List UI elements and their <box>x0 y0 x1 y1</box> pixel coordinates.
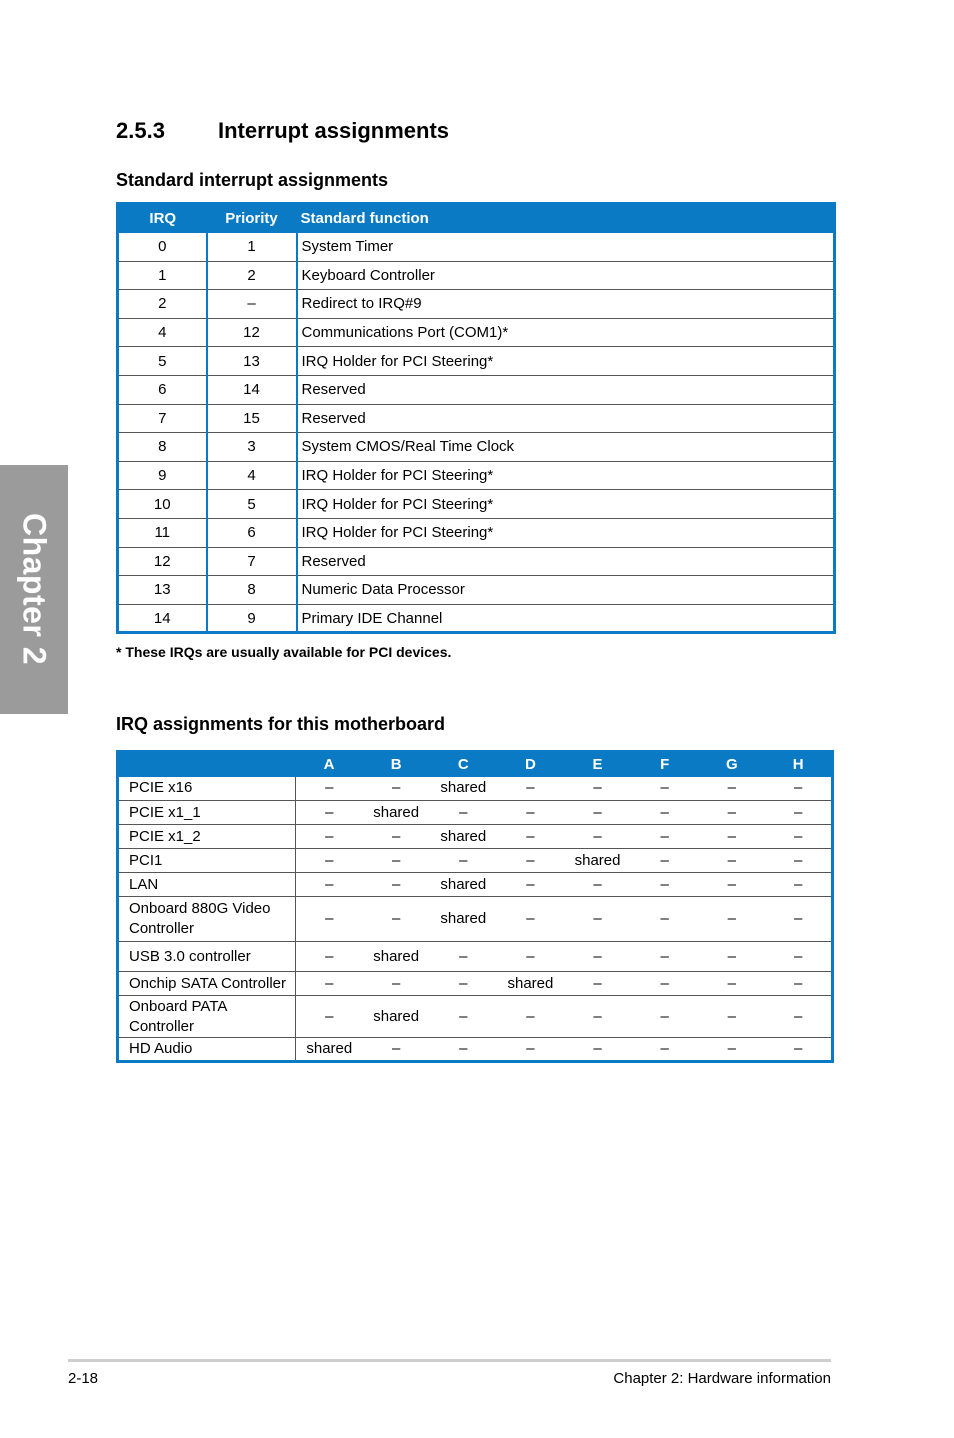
irq-line-cell: shared <box>306 1040 353 1057</box>
irq-line-cell: – <box>296 972 363 996</box>
irq-line-cell: – <box>631 825 698 849</box>
irq-cell: 8 <box>118 433 207 462</box>
irq-line-cell: – <box>497 942 564 972</box>
device-cell: PCIE x16 <box>118 777 296 801</box>
function-cell: Communications Port (COM1)* <box>297 318 835 347</box>
priority-cell: 6 <box>207 518 297 547</box>
irq-line-cell: – <box>430 972 497 996</box>
irq-line-cell: – <box>631 849 698 873</box>
irq-line-cell: – <box>698 897 765 942</box>
irq-line-cell: – <box>363 849 430 873</box>
irq-cell: 4 <box>118 318 207 347</box>
irq-line-cell: – <box>564 777 631 801</box>
irq-cell: 6 <box>118 375 207 404</box>
irq-line-cell: – <box>765 777 832 801</box>
irq-line-cell: – <box>564 873 631 897</box>
section-title: Interrupt assignments <box>218 118 450 143</box>
function-cell: Reserved <box>297 404 835 433</box>
irq-cell: 12 <box>118 547 207 576</box>
function-cell: System Timer <box>297 233 835 262</box>
device-cell: PCIE x1_1 <box>118 801 296 825</box>
irq-line-cell: – <box>363 897 430 942</box>
irq-line-cell: – <box>631 777 698 801</box>
irq-line-cell: – <box>660 1040 669 1057</box>
irq-line-cell: – <box>497 801 564 825</box>
irq-line-cell: shared <box>363 996 430 1038</box>
footer-chapter-title: Chapter 2: Hardware information <box>613 1370 831 1387</box>
table-row <box>118 873 833 897</box>
function-cell: Primary IDE Channel <box>297 604 835 633</box>
irq-line-cell: – <box>794 1040 803 1057</box>
table-row <box>118 433 835 462</box>
column-header-c: C <box>430 752 497 777</box>
chapter-side-tab <box>0 465 68 714</box>
irq-line-cell: – <box>497 849 564 873</box>
standard-heading: Standard interrupt assignments <box>116 170 389 190</box>
section-heading <box>116 118 449 144</box>
priority-cell: 4 <box>207 461 297 490</box>
function-cell: Numeric Data Processor <box>297 576 835 605</box>
irq-line-cell: shared <box>430 777 497 801</box>
irq-line-cell: – <box>765 942 832 972</box>
table-row <box>118 1038 833 1062</box>
table-row <box>118 375 835 404</box>
irq-cell: 11 <box>118 518 207 547</box>
irq-line-cell: – <box>631 996 698 1038</box>
irq-line-cell: – <box>296 873 363 897</box>
irq-line-cell: – <box>631 972 698 996</box>
device-cell: Onboard PATA Controller <box>118 996 296 1038</box>
motherboard-irq-table <box>116 750 834 1063</box>
priority-cell: 1 <box>207 233 297 262</box>
irq-line-cell: – <box>430 942 497 972</box>
footer-rule <box>68 1359 831 1362</box>
function-cell: IRQ Holder for PCI Steering* <box>297 461 835 490</box>
column-header-g: G <box>698 752 765 777</box>
irq-line-cell: – <box>765 972 832 996</box>
device-cell: Onchip SATA Controller <box>118 972 296 996</box>
irq-line-cell: – <box>564 942 631 972</box>
irq-cell: 0 <box>118 233 207 262</box>
column-header-e: E <box>564 752 631 777</box>
function-cell: IRQ Holder for PCI Steering* <box>297 347 835 376</box>
column-header-a: A <box>296 752 363 777</box>
irq-line-cell: – <box>363 972 430 996</box>
table-row <box>118 897 833 942</box>
irq-cell: 9 <box>118 461 207 490</box>
table-header-row <box>118 204 835 233</box>
irq-line-cell: – <box>564 972 631 996</box>
device-cell: Onboard 880G Video Controller <box>118 897 296 942</box>
irq-line-cell: – <box>765 873 832 897</box>
irq-line-cell: – <box>698 825 765 849</box>
priority-cell: 2 <box>207 261 297 290</box>
irq-line-cell: – <box>564 996 631 1038</box>
device-cell: USB 3.0 controller <box>118 942 296 972</box>
table-row <box>118 849 833 873</box>
irq-line-cell: shared <box>430 873 497 897</box>
table-row <box>118 825 833 849</box>
table-row <box>118 233 835 262</box>
priority-cell: 15 <box>207 404 297 433</box>
irq-line-cell: – <box>698 942 765 972</box>
irq-line-cell: – <box>296 825 363 849</box>
irq-line-cell: – <box>727 1040 736 1057</box>
irq-cell: 2 <box>118 290 207 319</box>
irq-line-cell: – <box>497 825 564 849</box>
table-header-row <box>118 752 833 777</box>
irq-line-cell: – <box>765 897 832 942</box>
priority-cell: 9 <box>207 604 297 633</box>
column-header-device <box>118 752 296 777</box>
irq-line-cell: – <box>698 972 765 996</box>
irq-cell: 14 <box>153 609 171 627</box>
irq-line-cell: – <box>564 825 631 849</box>
table-row <box>118 576 835 605</box>
table-row <box>118 604 835 633</box>
motherboard-heading: IRQ assignments for this motherboard <box>116 714 446 734</box>
table-row <box>118 490 835 519</box>
irq-line-cell: – <box>497 873 564 897</box>
priority-cell: 14 <box>207 375 297 404</box>
priority-cell: 8 <box>207 576 297 605</box>
table-row <box>118 547 835 576</box>
irq-line-cell: – <box>497 996 564 1038</box>
column-header-h: H <box>765 752 832 777</box>
table-row <box>118 801 833 825</box>
irq-line-cell: – <box>430 801 497 825</box>
function-cell: Redirect to IRQ#9 <box>297 290 835 319</box>
irq-line-cell: – <box>593 1040 602 1057</box>
column-header-irq: IRQ <box>118 204 207 233</box>
irq-line-cell: – <box>296 777 363 801</box>
irq-line-cell: – <box>765 825 832 849</box>
table-row <box>118 777 833 801</box>
function-cell: IRQ Holder for PCI Steering* <box>297 490 835 519</box>
irq-line-cell: – <box>698 873 765 897</box>
irq-line-cell: – <box>698 996 765 1038</box>
irq-line-cell: – <box>459 1040 468 1057</box>
irq-line-cell: shared <box>363 801 430 825</box>
irq-line-cell: shared <box>363 942 430 972</box>
irq-line-cell: shared <box>430 897 497 942</box>
irq-line-cell: – <box>698 777 765 801</box>
irq-cell: 13 <box>118 576 207 605</box>
function-cell: IRQ Holder for PCI Steering* <box>297 518 835 547</box>
irq-cell: 5 <box>118 347 207 376</box>
irq-line-cell: – <box>363 873 430 897</box>
table-row <box>118 942 833 972</box>
function-cell: Reserved <box>297 547 835 576</box>
chapter-tab-label: Chapter 2 <box>16 512 53 666</box>
table-row <box>118 518 835 547</box>
irq-cell: 7 <box>118 404 207 433</box>
column-header-d: D <box>497 752 564 777</box>
priority-cell: 7 <box>207 547 297 576</box>
device-cell: LAN <box>118 873 296 897</box>
table-row <box>118 290 835 319</box>
section-number: 2.5.3 <box>116 118 165 143</box>
standard-interrupt-table <box>116 202 836 634</box>
priority-cell: 12 <box>207 318 297 347</box>
device-cell: HD Audio <box>118 1038 296 1062</box>
column-header-f: F <box>631 752 698 777</box>
irq-line-cell: – <box>631 873 698 897</box>
irq-line-cell: – <box>564 801 631 825</box>
column-header-priority: Priority <box>207 204 297 233</box>
device-cell: PCIE x1_2 <box>118 825 296 849</box>
irq-cell: 1 <box>118 261 207 290</box>
table-row <box>118 996 833 1038</box>
irq-line-cell: – <box>698 801 765 825</box>
column-header-b: B <box>363 752 430 777</box>
irq-line-cell: – <box>765 801 832 825</box>
irq-line-cell: – <box>631 897 698 942</box>
column-header-function: Standard function <box>297 204 835 233</box>
irq-line-cell: – <box>430 849 497 873</box>
irq-line-cell: – <box>392 1040 401 1057</box>
table-row <box>118 972 833 996</box>
priority-cell: 3 <box>207 433 297 462</box>
irq-line-cell: – <box>526 1040 535 1057</box>
irq-line-cell: – <box>363 825 430 849</box>
irq-line-cell: – <box>698 849 765 873</box>
irq-line-cell: – <box>296 942 363 972</box>
irq-line-cell: shared <box>497 972 564 996</box>
irq-line-cell: – <box>430 996 497 1038</box>
table-row <box>118 461 835 490</box>
irq-line-cell: shared <box>564 849 631 873</box>
priority-cell: – <box>207 290 297 319</box>
table-row <box>118 261 835 290</box>
irq-line-cell: – <box>497 897 564 942</box>
irq-line-cell: – <box>497 777 564 801</box>
irq-line-cell: – <box>564 897 631 942</box>
device-cell: PCI1 <box>118 849 296 873</box>
table-row <box>118 404 835 433</box>
priority-cell: 5 <box>207 490 297 519</box>
irq-line-cell: – <box>363 777 430 801</box>
irq-cell: 10 <box>118 490 207 519</box>
priority-cell: 13 <box>207 347 297 376</box>
irq-line-cell: shared <box>430 825 497 849</box>
function-cell: Keyboard Controller <box>297 261 835 290</box>
table-row <box>118 318 835 347</box>
irq-line-cell: – <box>631 801 698 825</box>
page-number: 2-18 <box>68 1370 99 1387</box>
irq-line-cell: – <box>765 849 832 873</box>
footnote: * These IRQs are usually available for PCI devices. <box>116 644 452 660</box>
irq-line-cell: – <box>296 996 363 1038</box>
irq-line-cell: – <box>296 849 363 873</box>
function-cell: Reserved <box>297 375 835 404</box>
irq-line-cell: – <box>631 942 698 972</box>
irq-line-cell: – <box>296 897 363 942</box>
function-cell: System CMOS/Real Time Clock <box>297 433 835 462</box>
irq-line-cell: – <box>296 801 363 825</box>
irq-line-cell: – <box>765 996 832 1038</box>
table-row <box>118 347 835 376</box>
